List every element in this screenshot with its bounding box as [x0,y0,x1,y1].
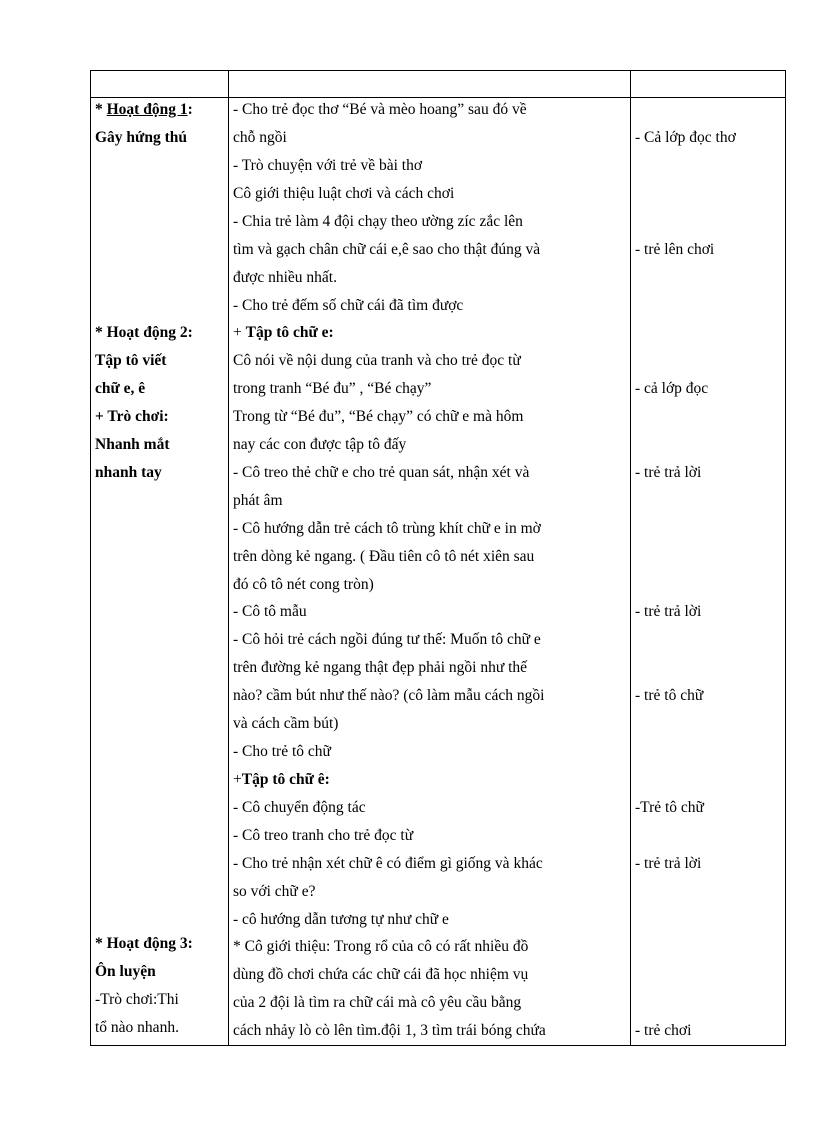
text-run: nhanh tay [95,464,162,481]
lesson-plan-table [90,70,786,1046]
text-run: + Trò chơi: [95,408,169,425]
text-run: - Cô hỏi trẻ cách ngồi đúng tư thế: Muốn tô chữ e [233,631,541,648]
text-run: - Cô chuyển động tác [233,799,366,816]
children-activity-column [631,98,786,1046]
text-run: * Cô giới thiệu: Trong rổ của cô có rất nhiều đồ [233,938,529,955]
content-line [233,910,449,930]
text-run: và cách cầm bút) [233,715,339,732]
content-line [233,296,463,316]
content-line [233,547,534,567]
content-line [233,519,541,539]
text-run: - Cô treo tranh cho trẻ đọc từ [233,827,414,844]
content-line [233,184,454,204]
content-line [233,937,528,957]
content-line [233,686,544,706]
activity-line [95,435,170,455]
children-activity-line [635,1021,691,1041]
content-line [233,630,541,650]
content-line [233,407,523,427]
content-line [233,463,529,483]
text-run: - Trò chuyện với trẻ về bài thơ [233,157,423,174]
text-run: trong tranh “Bé đu” , “Bé chạy” [233,380,432,397]
text-run: - Chia trẻ làm 4 đội chạy theo ường zíc zắc lên [233,213,523,230]
text-run: - Cho trẻ tô chữ [233,743,331,760]
content-line [233,128,287,148]
children-activity-line [635,686,703,706]
content-line [233,993,521,1013]
text-run: - cô hướng dẫn tương tự như chữ e [233,911,449,928]
text-run: Nhanh mắt [95,436,170,453]
children-activity-line [635,379,708,399]
text-run: - Cho trẻ đếm số chữ cái đã tìm được [233,297,464,314]
text-run: * [95,101,107,118]
content-line [233,770,330,790]
children-activity-line [635,854,701,874]
text-run: + [233,771,242,788]
text-run: -Trẻ tô chữ [635,799,704,816]
text-run: - trẻ trả lời [635,603,702,620]
text-run: - trẻ trả lời [635,855,702,872]
children-activity-line [635,798,704,818]
text-run: Gây hứng thú [95,129,188,146]
text-run: Tập tô chữ e: [245,324,334,341]
text-run: - Cho trẻ đọc thơ “Bé và mèo hoang” sau đó về [233,101,527,118]
content-line [233,212,523,232]
text-run: * Hoạt động 3: [95,935,193,952]
content-line [233,798,366,818]
activity-line [95,962,156,982]
text-run: được nhiều nhất. [233,269,337,286]
text-run: nào? cầm bút như thế nào? (cô làm mẫu cách ngồi [233,687,545,704]
text-run: phát âm [233,492,283,509]
text-run: - Cho trẻ nhận xét chữ ê có điểm gì giống và khác [233,855,543,872]
content-line [233,602,307,622]
activity-line [95,100,193,120]
text-run: -Trò chơi:Thi [95,991,179,1008]
text-run: so với chữ e? [233,883,316,900]
activity-line [95,323,193,343]
header-row [91,71,786,98]
activity-line [95,407,169,427]
text-run: Ôn luyện [95,963,156,980]
text-run: Hoạt động 1 [106,101,188,118]
text-run: Trong từ “Bé đu”, “Bé chạy” có chữ e mà hôm [233,408,524,425]
activity-column [91,98,229,1046]
text-run: - Cô treo thẻ chữ e cho trẻ quan sát, nhận xét và [233,464,530,481]
children-activity-line [635,240,714,260]
content-line [233,100,527,120]
text-run: trên dòng kẻ ngang. ( Đầu tiên cô tô nét xiên sau [233,548,535,565]
text-run: nay các con được tập tô đấy [233,436,407,453]
activity-line [95,379,145,399]
activity-line [95,463,162,483]
content-line [233,1021,546,1041]
body-row [91,98,786,1046]
activity-line [95,1018,179,1038]
text-run: chữ e, ê [95,380,146,397]
activity-line [95,990,179,1010]
activity-line [95,128,187,148]
text-run: - Cả lớp đọc thơ [635,129,736,146]
header-cell-activity [91,71,229,98]
text-run: - trẻ lên chơi [635,241,715,258]
content-line [233,658,527,678]
content-line [233,742,331,762]
content-line [233,268,337,288]
text-run: trên đường kẻ ngang thật đẹp phải ngồi như thế [233,659,528,676]
header-cell-content [229,71,631,98]
text-run: của 2 đội là tìm ra chữ cái mà cô yêu cầu bằng [233,994,522,1011]
children-activity-line [635,128,736,148]
text-run: Tập tô chữ ê: [241,771,330,788]
text-run: + [233,324,246,341]
content-line [233,379,431,399]
text-run: - trẻ chơi [635,1022,692,1039]
text-run: Cô giới thiệu luật chơi và cách chơi [233,185,455,202]
text-run: Cô nói về nội dung của tranh và cho trẻ đọc từ [233,352,521,369]
content-line [233,882,315,902]
content-column [229,98,631,1046]
text-run: tổ nào nhanh. [95,1019,179,1036]
text-run: - Cô hướng dẫn trẻ cách tô trùng khít chữ e in mờ [233,520,541,537]
content-line [233,854,543,874]
content-line [233,351,521,371]
content-line [233,240,540,260]
text-run: * Hoạt động 2: [95,324,193,341]
text-run: dùng đồ chơi chứa các chữ cái đã học nhiệm vụ [233,966,529,983]
text-run: chỗ ngồi [233,129,287,146]
text-run: - cả lớp đọc [635,380,709,397]
content-line [233,965,528,985]
activity-line [95,351,166,371]
text-run: : [187,101,193,118]
header-cell-children [631,71,786,98]
children-activity-line [635,602,701,622]
text-run: - trẻ tô chữ [635,687,704,704]
content-line [233,156,422,176]
content-line [233,491,283,511]
content-line [233,714,338,734]
text-run: cách nhảy lò cò lên tìm.đội 1, 3 tìm trái bóng chứa [233,1022,546,1039]
content-line [233,435,406,455]
text-run: - Cô tô mẫu [233,603,307,620]
text-run: Tập tô viết [95,352,167,369]
activity-line [95,934,193,954]
content-line [233,323,334,343]
text-run: tìm và gạch chân chữ cái e,ê sao cho thật đúng và [233,241,541,258]
content-line [233,575,374,595]
content-line [233,826,413,846]
children-activity-line [635,463,701,483]
text-run: đó cô tô nét cong tròn) [233,576,374,593]
text-run: - trẻ trả lời [635,464,702,481]
